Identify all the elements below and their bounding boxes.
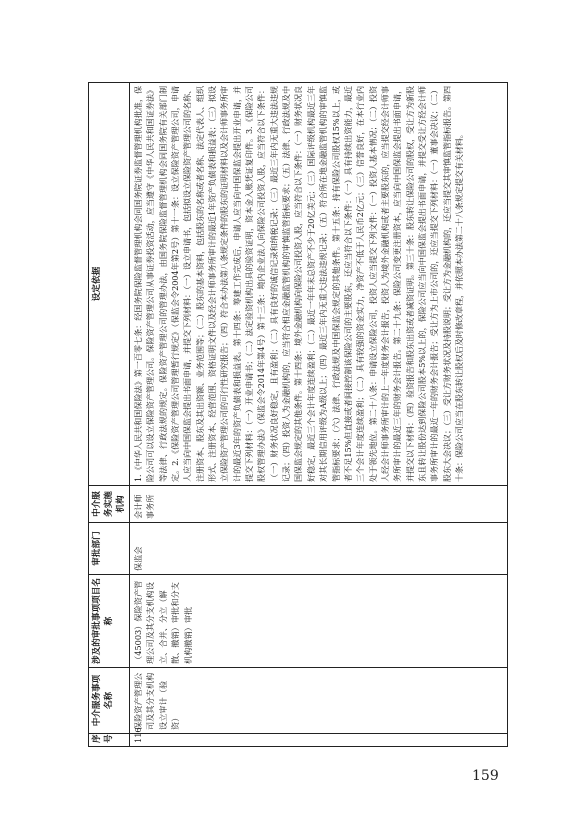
rotated-table-region: [88, 82, 508, 747]
cell-approval-dept: 保监会: [130, 523, 508, 575]
header-no: 序号: [89, 734, 130, 747]
page-number: 159: [472, 768, 499, 784]
header-service-name: 中介服务事项名称: [89, 668, 130, 734]
cell-approval-item: （45003）保险资产管理公司及其分支机构设立、合并、分立（解散、撤销）审批和分支机构撤销）审批: [130, 575, 508, 668]
header-legal-basis: 设定依据: [89, 83, 130, 486]
approval-table: [88, 82, 508, 747]
cell-service-name: 保险资产管理公司及其分支机构设立审计（验资）: [130, 668, 508, 734]
cell-service-org: 会计师事务所: [130, 486, 508, 523]
header-approval-dept: 审批部门: [89, 523, 130, 575]
table-row: [130, 83, 508, 747]
cell-legal-basis: 1.《中华人民共和国保险法》第一百零七条：经国务院保险监督管理机构会同国务院证券监督管理机构批准，保险公司可以设立保险资产管理公司。保险资产管理公司从事证券投资活动，应当遵守《中华人民共和国证券法》等法律、行政法规的规定。保险资产管理公司的管理办法，由国务院保险监督管理机构会同国务院有关部门制定。2.《保险资产管理公司管理暂行规定》（保监会令2004年第2号）第十一条：设立保险资产管理公司，申请人应当向中国保监会提出书面申请，并提交下列材料：（一）设立申请书，包括拟设立保险资产管理公司的名称、注册资本、股东及其出资额、业务范围等；（二）股东的基本资料，包括股东的名称或者名称、法定代表人、组织形式、注册资本、经营范围、资格证明文件以及经会计师事务所审计的最近1年资产负债表和损益表；（三）拟设立保险资产管理公司的可行性研究报告；（四）符合本办法第八条规定条件的股东的证明材料以及会计师事务所审计的最近3年的资产负债表和损益表。第十四条：筹建工作完成后，申请人应当向中国保监会提出开业申请，并提交下列材料：（一）开业申请书；（二）法定验资机构出具的验资证明，资本金入账凭证复印件。3.《保险公司股权管理办法》（保监会令2014年第4号）第十三条：境内企业法人向保险公司投资入股，应当符合以下条件：（一）财务状况良好稳定，且有盈利；（二）具有良好的诚信记录和纳税记录；（三）最近三年内无重大违法违规记录；（四）投资人为金融机构的，应当符合相应金融监管机构的审慎监管指标要求；（五）法律、行政法规及中国保监会规定的其他条件。第十四条：境外金融机构向保险公司投资入股，应当符合以下条件：（一）财务状况良好稳定，最近三个会计年度连续盈利；（二）最近一年年末总资产不少于20亿美元；（三）国际评级机构最近三年对其长期信用评级为A级以上；（四）最近三年内无重大违法违规记录；（五）符合所在地金融监管机构的审慎监管指标要求；（六）法律、行政法规及中国保监会规定的其他条件。第十五条：持有保险公司股权15%以上，或者不足15%但直接或者间接控制该保险公司的主要股东，还应当符合以下条件：（一）具有持续出资能力，最近三个会计年度连续盈利；（二）具有较强的资金实力，净资产不低于人民币2亿元；（三）信誉良好，在本行业内处于领先地位。第二十八条：申请设立保险公司，投资人应当提交下列文件：（一）投资人基本情况；（二）投资人经会计师事务所审计的上一年度财务会计报告，投资人为境外金融机构或者主要股东的，应当提交经会计师事务所审计的最近三年的财务会计报告。第二十九条：保险公司变更注册资本，应当向中国保监会提出书面申请，并提交以下材料：（四）验资报告和股东出资或者减资证明。第三十条：股东转让保险公司的股权，受让方为新股东且转让股份达到保险公司股本5%以上的，保险公司应当向中国保监会提出书面申请，并提交受让方经会计师事务所审计的最近一年的财务会计报告；受让方为上市公司的，还应当提交下列材料：（一）董事会决议；（二）股东大会决议；（三）受让方财务状况及持股说明；受让方为金融机构的，还应当提交其审慎监管指标报告。第四十条：保险公司应当在股东转让股权后及时修改章程，并依照本办法第二十八条规定提交有关材料。: [130, 83, 508, 486]
header-approval-item: 涉及的审批事项项目名称: [89, 575, 130, 668]
table-header-row: [89, 83, 130, 747]
cell-no: 116: [130, 734, 508, 747]
header-service-org: 中介服务实施机构: [89, 486, 130, 523]
